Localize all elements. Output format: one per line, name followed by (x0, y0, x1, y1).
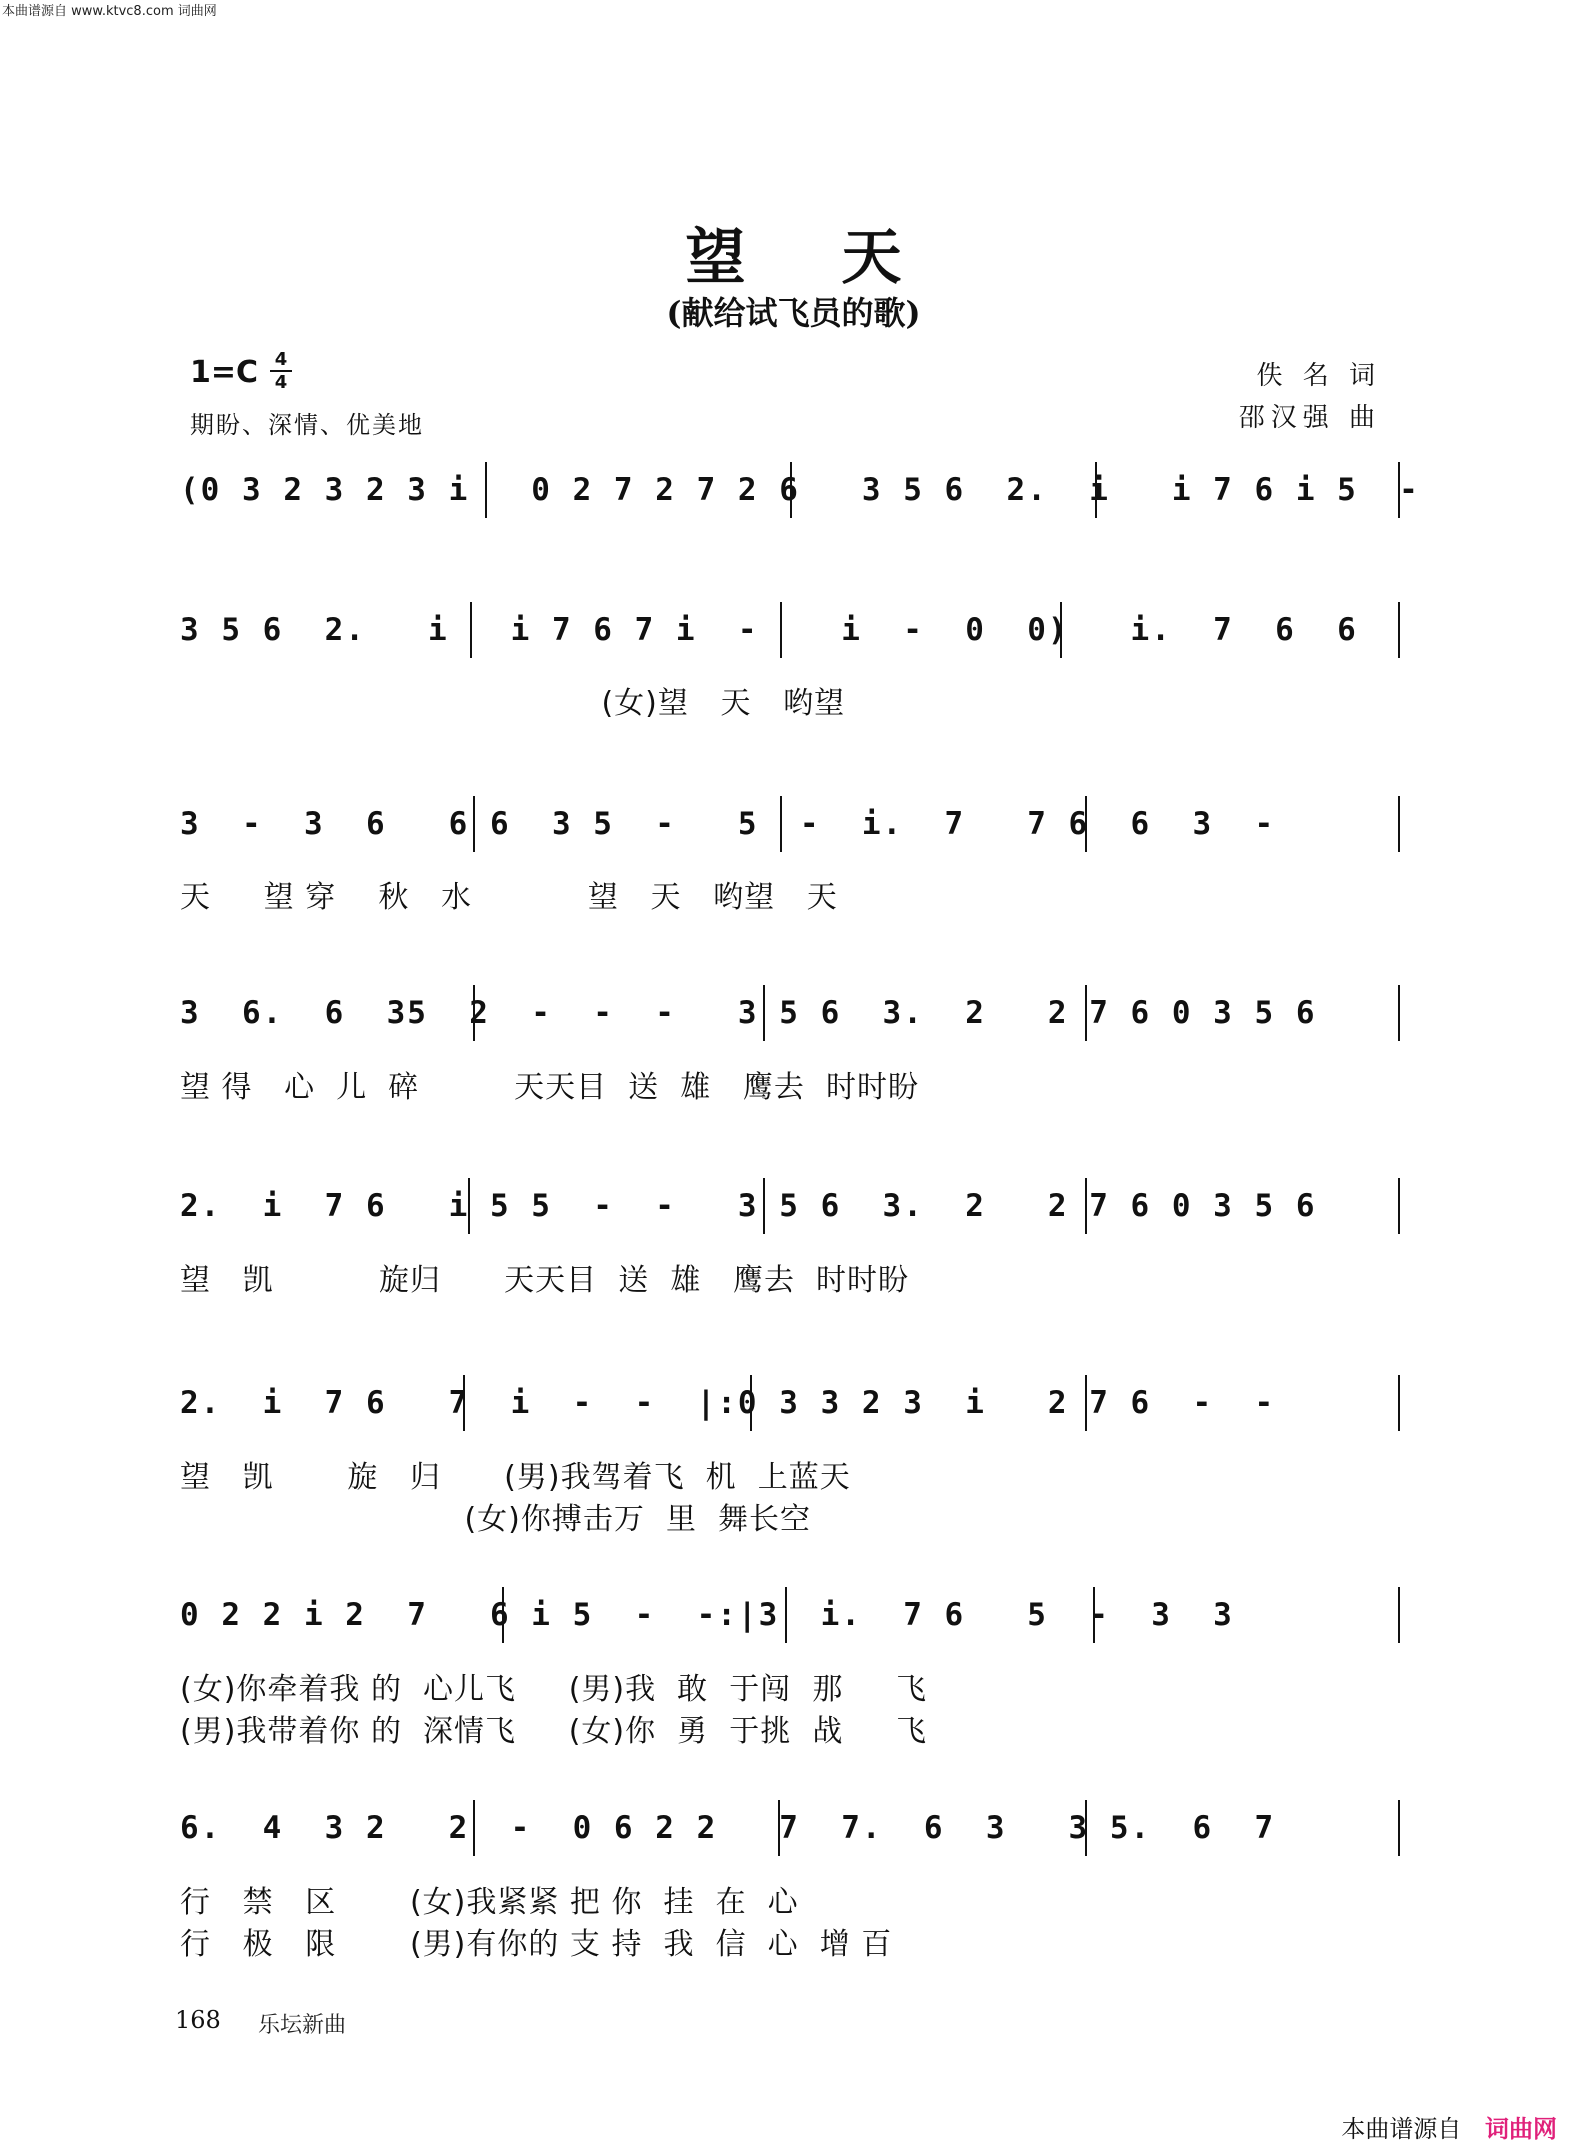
lyrics-row-2: (女)望 天 哟望 (180, 686, 846, 721)
lyrics-row-4: 望 得 心 儿 碎 天天目 送 雄 鹰去 时时盼 (180, 1070, 919, 1105)
staff-row-2 (180, 602, 1400, 662)
time-signature-top: 4 (274, 349, 288, 370)
notes-row-2: 3 5 6 2. i i 7 6 7 i - i - 0 0) i. 7 6 6 (180, 612, 1358, 648)
composer-credit: 邵汉强 曲 (1238, 403, 1381, 433)
lyrics-row-7b: (男)我带着你 的 深情飞 (女)你 勇 于挑 战 飞 (180, 1714, 928, 1749)
page-number: 168 (175, 2006, 221, 2034)
lyrics-row-6b: (女)你搏击万 里 舞长空 (180, 1502, 812, 1537)
watermark-brand-link[interactable]: 词曲网 (1485, 2115, 1557, 2143)
staff-row-8 (180, 1800, 1400, 1860)
notes-row-7: 0 2 2 i 2 7 6 i 5 - -:|3 i. 7 6 5 - 3 3 (180, 1597, 1234, 1633)
notes-row-4: 3 6. 6 35 2 - - - 3 5 6 3. 2 2 7 6 0 3 5 6 (180, 995, 1317, 1031)
staff-row-3 (180, 796, 1400, 856)
watermark (1341, 2109, 1557, 2144)
lyrics-row-5: 望 凯 旋归 天天目 送 雄 鹰去 时时盼 (180, 1263, 910, 1298)
notes-row-8: 6. 4 3 2 2 - 0 6 2 2 7 7. 6 3 3 5. 6 7 (180, 1810, 1276, 1846)
lyrics-row-7a: (女)你牵着我 的 心儿飞 (男)我 敢 于闯 那 飞 (180, 1672, 928, 1707)
staff-row-7 (180, 1587, 1400, 1647)
site-header-text: 本曲谱源自 www.ktvc8.com 词曲网 (2, 4, 217, 19)
notes-row-1: (0 3 2 3 2 3 i 0 2 7 2 7 2 6 3 5 6 2. i i 7 6 i 5 - (180, 472, 1420, 508)
song-title: 望天 (685, 223, 998, 293)
key-signature: 1=C (190, 355, 259, 390)
staff-row-5 (180, 1178, 1400, 1238)
magazine-name: 乐坛新曲 (258, 2013, 347, 2038)
time-signature (270, 350, 292, 392)
staff-row-4 (180, 985, 1400, 1045)
notes-row-3: 3 - 3 6 6 6 3 5 - 5 - i. 7 7 6 6 3 - (180, 806, 1276, 842)
lyrics-row-8a: 行 禁 区 (女)我紧紧 把 你 挂 在 心 (180, 1885, 799, 1920)
tempo-marking: 期盼、深情、优美地 (190, 411, 424, 439)
lyricist-credit: 佚 名 词 (1256, 361, 1381, 391)
staff-row-1 (180, 462, 1420, 522)
song-subtitle: (献给试飞员的歌) (666, 294, 921, 332)
staff-row-6 (180, 1375, 1400, 1435)
lyrics-row-3: 天 望 穿 秋 水 望 天 哟望 天 (180, 880, 838, 915)
watermark-source-text: 本曲谱源自 (1341, 2115, 1462, 2143)
lyrics-row-6a: 望 凯 旋 归 (男)我驾着飞 机 上蓝天 (180, 1460, 851, 1495)
lyrics-row-8b: 行 极 限 (男)有你的 支 持 我 信 心 增 百 (180, 1927, 893, 1962)
notes-row-5: 2. i 7 6 i 5 5 - - 3 5 6 3. 2 2 7 6 0 3 5 6 (180, 1188, 1317, 1224)
time-signature-bottom: 4 (274, 372, 288, 393)
notes-row-6: 2. i 7 6 7 i - - |:0 3 3 2 3 i 2 7 6 - - (180, 1385, 1276, 1421)
